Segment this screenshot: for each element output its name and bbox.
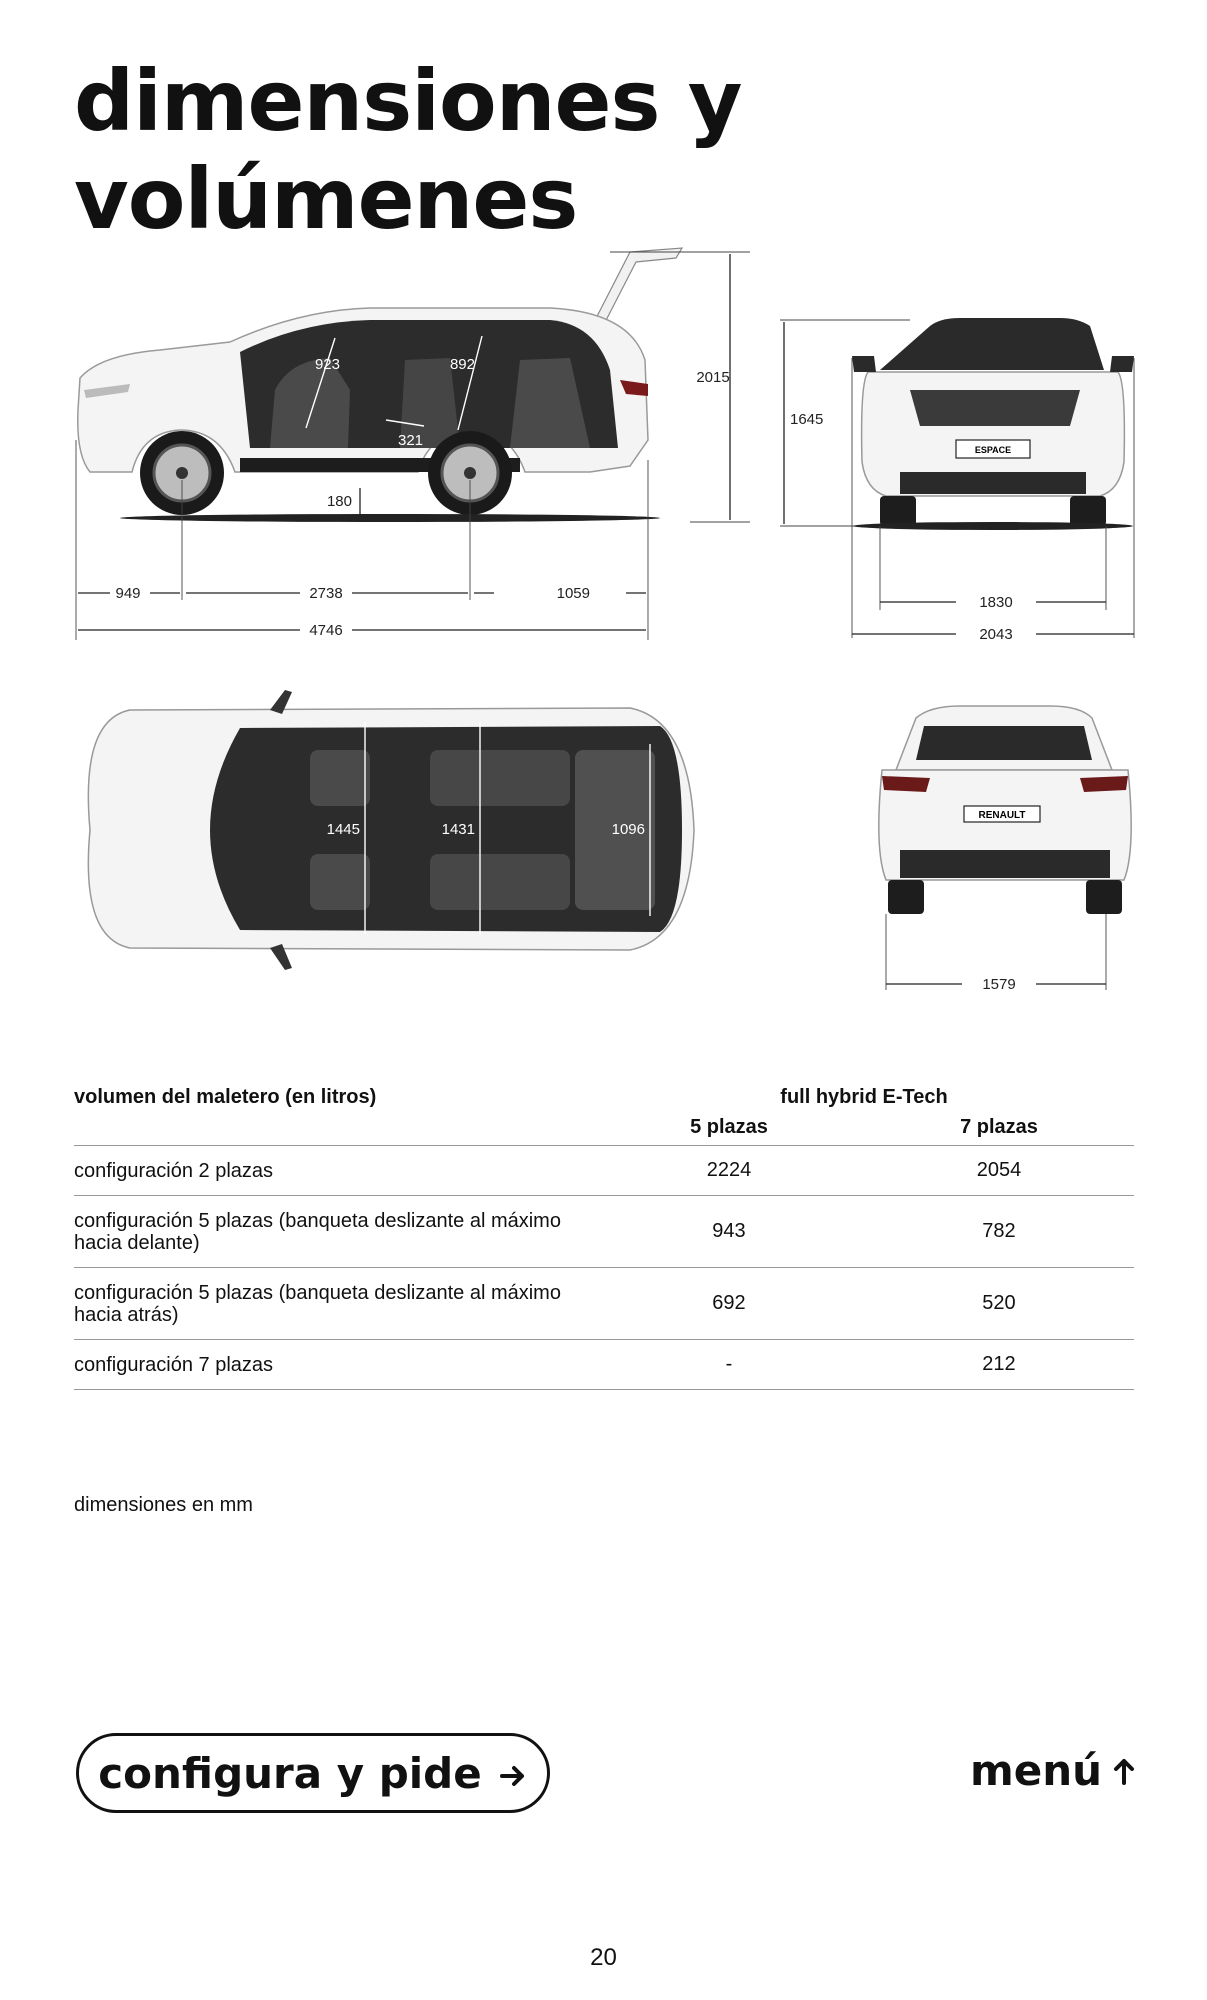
page-number: 20 [590, 1944, 617, 1971]
row-value-5: - [594, 1340, 864, 1390]
dim-height-side: 2015 [696, 369, 730, 386]
dim-rear-track: 1579 [982, 976, 1016, 993]
dim-rear-elbow: 1431 [441, 821, 475, 838]
page-title: dimensiones y volúmenes [74, 52, 742, 248]
dim-rear-legroom: 321 [398, 432, 424, 449]
row-value-5: 2224 [594, 1146, 864, 1196]
front-badge: ESPACE [974, 445, 1012, 455]
trunk-volume-table [74, 1075, 1134, 1390]
menu-link[interactable] [970, 1746, 1136, 1795]
side-view-figure [70, 240, 770, 640]
row-label: configuración 5 plazas (banqueta deslizante al máximo hacia delante) [74, 1196, 594, 1268]
rear-view-figure [860, 700, 1150, 1000]
menu-label: menú [970, 1746, 1103, 1795]
units-note: dimensiones en mm [74, 1494, 253, 1516]
row-value-5: 943 [594, 1196, 864, 1268]
row-label: configuración 2 plazas [74, 1146, 594, 1196]
dim-wheelbase: 2738 [309, 585, 343, 602]
table-title: volumen del maletero (en litros) [74, 1086, 377, 1108]
row-value-7: 520 [864, 1268, 1134, 1340]
table-row [74, 1146, 1134, 1196]
dim-height-front: 1645 [790, 411, 824, 428]
dim-front-track: 1830 [979, 594, 1013, 611]
dim-length: 4746 [309, 622, 343, 639]
trunk-volume-table-container [74, 1075, 1134, 1390]
top-view-figure [70, 680, 710, 970]
table-row [74, 1196, 1134, 1268]
dim-ground-clearance: 180 [326, 493, 352, 510]
dim-width-mirrors: 2043 [979, 626, 1013, 642]
arrow-up-icon [1112, 1746, 1136, 1795]
dim-rear-overhang: 1059 [556, 585, 590, 602]
dim-trunk-width: 1096 [611, 821, 645, 838]
col-7-plazas: 7 plazas [960, 1115, 1038, 1138]
row-value-5: 692 [594, 1268, 864, 1340]
col-5-plazas: 5 plazas [690, 1115, 768, 1138]
front-view-figure [760, 312, 1170, 642]
rear-badge: RENAULT [978, 810, 1026, 821]
row-value-7: 212 [864, 1340, 1134, 1390]
table-group-header: full hybrid E-Tech [780, 1086, 948, 1108]
row-value-7: 782 [864, 1196, 1134, 1268]
arrow-right-icon [500, 1749, 528, 1798]
dim-front-overhang: 949 [115, 585, 141, 602]
table-row [74, 1340, 1134, 1390]
configure-button[interactable] [76, 1733, 550, 1813]
table-row [74, 1268, 1134, 1340]
row-label: configuración 5 plazas (banqueta deslizante al máximo hacia atrás) [74, 1268, 594, 1340]
configure-button-label: configura y pide [98, 1748, 482, 1798]
row-value-7: 2054 [864, 1146, 1134, 1196]
dim-front-headroom: 923 [314, 356, 340, 373]
dim-front-elbow: 1445 [326, 821, 360, 838]
dim-rear-headroom: 892 [449, 356, 475, 373]
row-label: configuración 7 plazas [74, 1340, 594, 1390]
